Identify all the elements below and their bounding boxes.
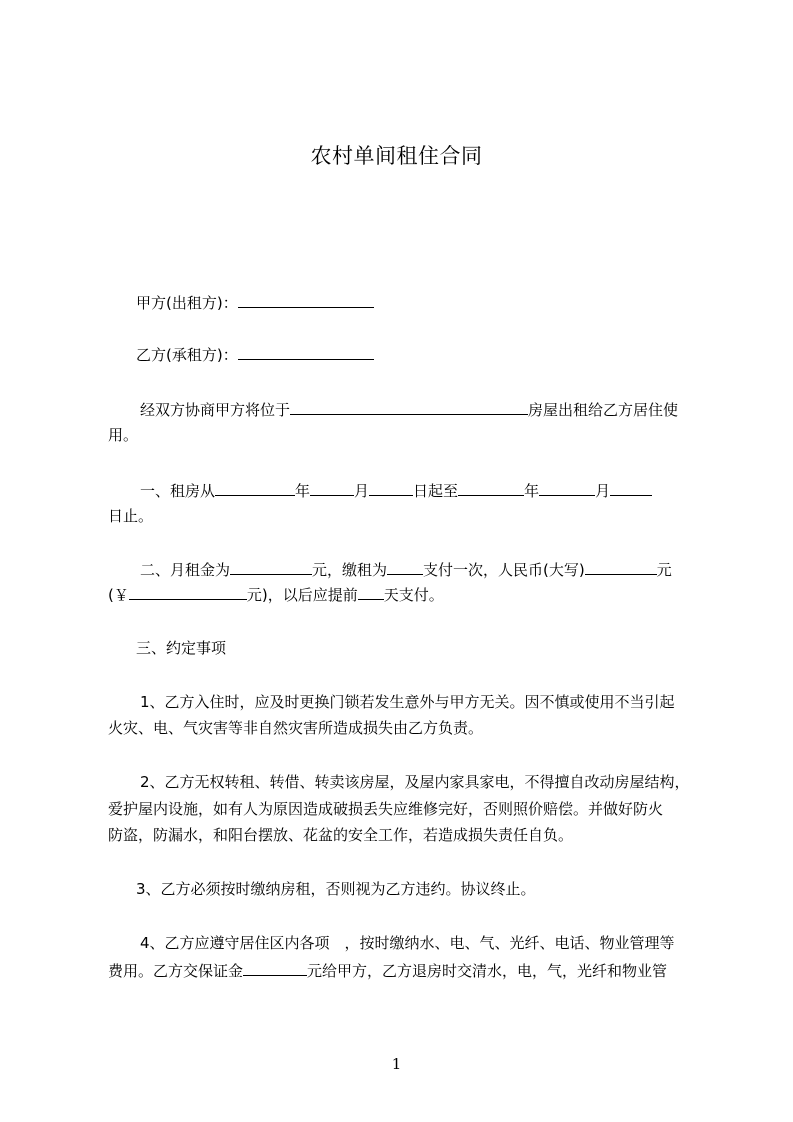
term-text-e: 年 (524, 482, 540, 500)
item-1-line-1: 1、乙方入住时，应及时更换门锁若发生意外与甲方无关。因不慎或使用不当引起 (140, 693, 675, 711)
term-text-c: 月 (354, 482, 370, 500)
item-2-line-1: 2、乙方无权转租、转借、转卖该房屋，及屋内家具家电，不得擅自改动房屋结构， (140, 773, 690, 791)
rent-text-f: 元)，以后应提前 (246, 586, 358, 604)
page-number: 1 (391, 1055, 402, 1073)
intro-text-a: 经双方协商甲方将位于 (140, 401, 291, 419)
payment-cycle-blank (387, 557, 423, 575)
monthly-rent-blank (230, 557, 312, 575)
document-title: 农村单间租住合同 (310, 144, 483, 168)
intro-line-1 (140, 397, 705, 423)
party-a-blank (238, 290, 374, 308)
party-a-field (136, 290, 374, 316)
rent-text-c: 支付一次，人民币(大写) (423, 561, 585, 579)
item-4-text-a: 费用。乙方交保证金 (108, 962, 244, 980)
rmb-number-blank (129, 582, 247, 600)
advance-days-blank (358, 582, 384, 600)
term-text-b: 年 (295, 482, 311, 500)
rent-line-1 (140, 557, 705, 583)
deposit-blank (243, 958, 307, 976)
item-1-line-2: 火灾、电、气灾害等非自然灾害所造成损失由乙方负责。 (108, 719, 484, 737)
term-line-2: 日止。 (108, 507, 154, 525)
intro-text-b: 房屋出租给乙方居住使 (528, 401, 679, 419)
rmb-uppercase-blank (585, 557, 657, 575)
rent-text-a: 二、月租金为 (140, 561, 231, 579)
term-line-1 (140, 478, 705, 504)
term-text-d: 日起至 (413, 482, 459, 500)
rent-text-g: 天支付。 (383, 586, 444, 604)
section-3-heading: 三、约定事项 (136, 639, 227, 657)
item-3-line-1: 3、乙方必须按时缴纳房租，否则视为乙方违约。协议终止。 (136, 880, 536, 898)
end-year-blank (458, 478, 524, 496)
rent-line-2 (108, 582, 705, 608)
item-4-line-1: 4、乙方应遵守居住区内各项 ，按时缴纳水、电、气、光纤、电话、物业管理等 (140, 934, 675, 952)
rent-text-e: (￥ (108, 586, 129, 604)
term-text-f: 月 (595, 482, 611, 500)
party-b-blank (238, 342, 374, 360)
party-b-field (136, 342, 374, 368)
item-4-text-b: 元给甲方，乙方退房时交清水，电，气，光纤和物业管 (307, 962, 668, 980)
end-month-blank (539, 478, 595, 496)
item-2-line-2: 爱护屋内设施，如有人为原因造成破损丢失应维修完好，否则照价赔偿。并做好防火 (108, 800, 664, 818)
item-2-line-3: 防盗，防漏水，和阳台摆放、花盆的安全工作，若造成损失责任自负。 (108, 826, 574, 844)
party-a-label: 甲方(出租方)： (136, 294, 238, 312)
term-text-a: 一、租房从 (140, 482, 216, 500)
end-day-blank (610, 478, 652, 496)
item-4-line-2 (108, 958, 705, 984)
intro-line-2: 用。 (108, 426, 139, 444)
location-blank (290, 397, 528, 415)
rent-text-d: 元 (656, 561, 672, 579)
rent-text-b: 元，缴租为 (312, 561, 388, 579)
party-b-label: 乙方(承租方)： (136, 346, 238, 364)
start-month-blank (310, 478, 354, 496)
start-day-blank (369, 478, 413, 496)
start-year-blank (215, 478, 295, 496)
